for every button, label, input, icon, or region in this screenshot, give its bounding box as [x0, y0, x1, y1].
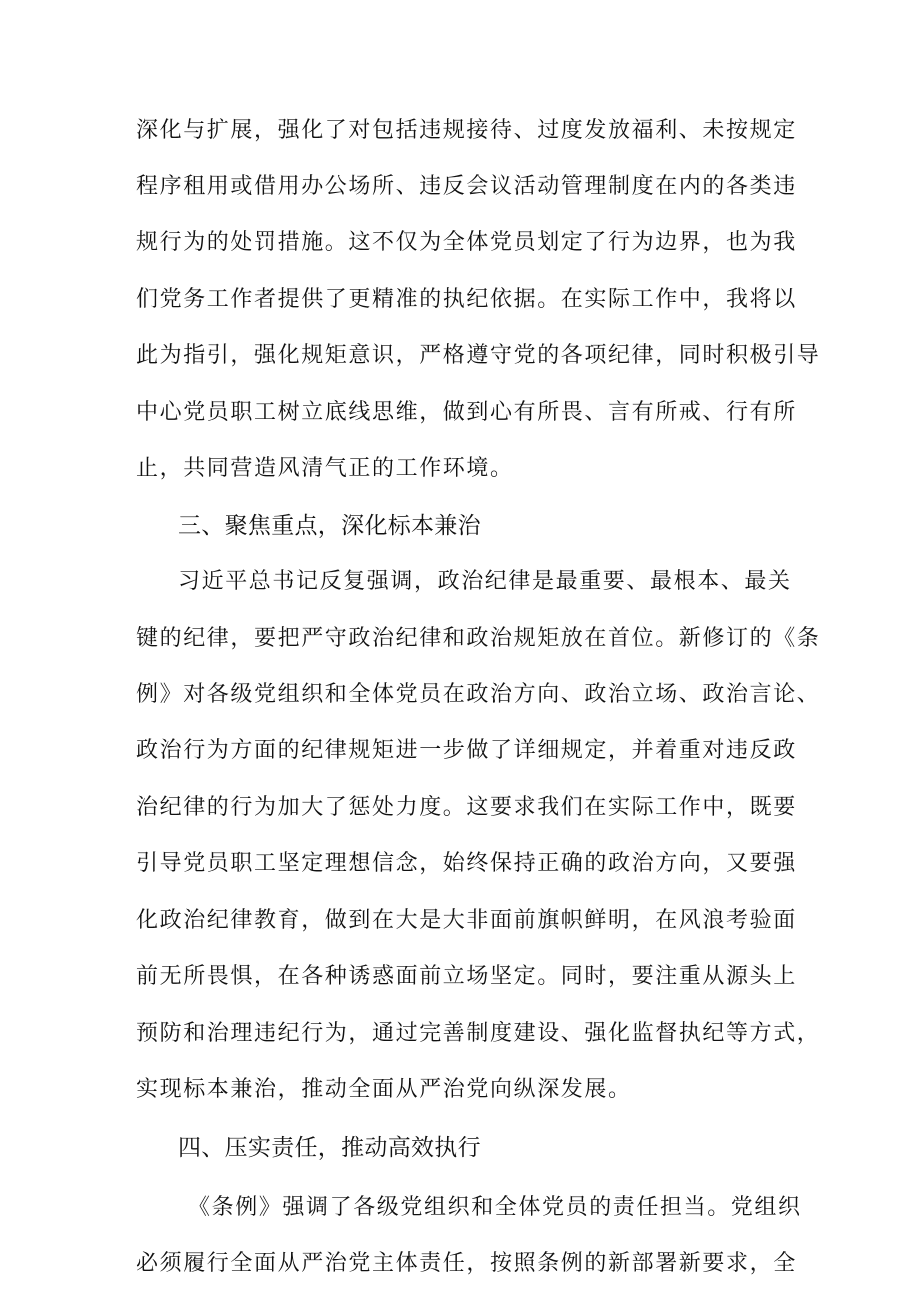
body-line: 深化与扩展，强化了对包括违规接待、过度发放福利、未按规定	[136, 118, 797, 143]
body-line: 习近平总书记反复强调，政治纪律是最重要、最根本、最关	[178, 569, 792, 594]
body-line: 键的纪律，要把严守政治纪律和政治规矩放在首位。新修订的《条	[136, 626, 821, 651]
body-line: 止，共同营造风清气正的工作环境。	[136, 456, 514, 481]
body-line: 程序租用或借用办公场所、违反会议活动管理制度在内的各类违	[136, 174, 797, 199]
body-line: 们党务工作者提供了更精准的执纪依据。在实际工作中，我将以	[136, 287, 797, 312]
body-line: 化政治纪律教育，做到在大是大非面前旗帜鲜明，在风浪考验面	[136, 908, 797, 933]
body-line: 引导党员职工坚定理想信念，始终保持正确的政治方向，又要强	[136, 851, 797, 876]
body-line: 中心党员职工树立底线思维，做到心有所畏、言有所戒、行有所	[136, 400, 797, 425]
body-line: 预防和治理违纪行为，通过完善制度建设、强化监督执纪等方式，	[136, 1021, 821, 1046]
body-line: 必须履行全面从严治党主体责任，按照条例的新部署新要求，全	[136, 1251, 797, 1276]
body-line: 政治行为方面的纪律规矩进一步做了详细规定，并着重对违反政	[136, 738, 797, 763]
body-line: 规行为的处罚措施。这不仅为全体党员划定了行为边界，也为我	[136, 230, 797, 255]
body-line: 实现标本兼治，推动全面从严治党向纵深发展。	[136, 1077, 632, 1102]
body-line: 治纪律的行为加大了惩处力度。这要求我们在实际工作中，既要	[136, 795, 797, 820]
body-line: 《条例》强调了各级党组织和全体党员的责任担当。党组织	[188, 1195, 802, 1220]
body-line: 此为指引，强化规矩意识，严格遵守党的各项纪律，同时积极引导	[136, 343, 821, 368]
section-heading-four: 四、压实责任，推动高效执行	[178, 1135, 481, 1161]
body-line: 前无所畏惧，在各种诱惑面前立场坚定。同时，要注重从源头上	[136, 964, 797, 989]
section-heading-three: 三、聚焦重点，深化标本兼治	[178, 513, 481, 539]
body-line: 例》对各级党组织和全体党员在政治方向、政治立场、政治言论、	[136, 682, 821, 707]
